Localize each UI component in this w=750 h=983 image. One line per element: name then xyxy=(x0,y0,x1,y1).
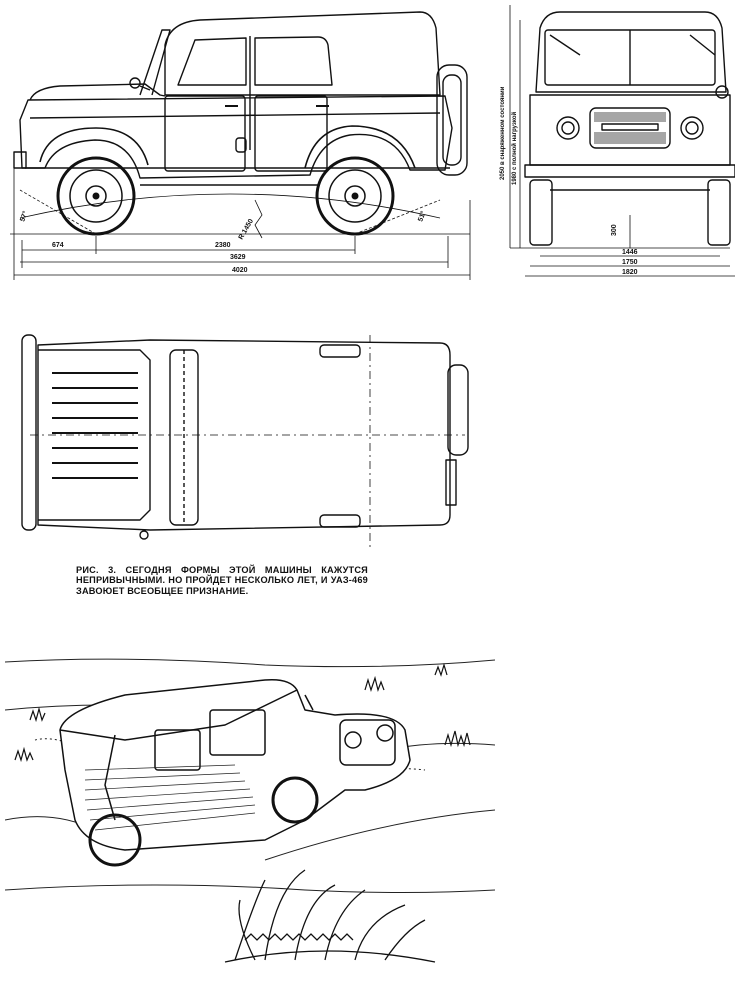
uaz-vehicle xyxy=(60,680,410,865)
dim-wheelbase: 2380 xyxy=(215,242,231,249)
rear-wheel xyxy=(317,158,393,234)
side-view-svg xyxy=(0,0,485,285)
dim-height-loaded: 1980 с полной нагрузкой xyxy=(512,111,518,185)
dim-ground-clearance: R 1450 xyxy=(237,217,256,241)
dim-width-body: 1750 xyxy=(622,259,638,266)
dim-track: 1446 xyxy=(622,249,638,256)
soft-top xyxy=(165,12,440,95)
off-road-illustration xyxy=(5,640,495,983)
rear-door-window xyxy=(255,37,332,85)
top-body xyxy=(38,340,450,530)
body-side xyxy=(20,96,452,178)
dim-width-overall: 1820 xyxy=(622,269,638,276)
figure-caption: РИС. 3. СЕГОДНЯ ФОРМЫ ЭТОЙ МАШИНЫ КАЖУТСЯ НЕПРИВЫЧНЫМИ. НО ПРОЙДЕТ НЕСКОЛЬКО ЛЕТ, И УАЗ-469 ЗАВОЮЕТ ВСЕОБЩЕЕ ПРИЗНАНИЕ. xyxy=(76,565,368,596)
dim-clearance: 300 xyxy=(611,224,618,236)
dim-overall-length: 4020 xyxy=(232,267,248,274)
front-door-window xyxy=(178,38,246,85)
top-view-drawing xyxy=(10,325,480,555)
front-view-drawing xyxy=(490,0,735,285)
dim-overall-body: 3629 xyxy=(230,254,246,261)
front-soft-top xyxy=(536,12,726,92)
front-wheel xyxy=(58,158,134,234)
dim-approach-angle: 57° xyxy=(19,210,30,223)
dim-departure-angle: 51° xyxy=(417,210,428,223)
spare-tire xyxy=(437,65,467,175)
spare-tire-top xyxy=(448,365,468,455)
illustration-svg xyxy=(5,640,495,983)
dim-height-top: 2050 в снаряженном состоянии xyxy=(500,86,506,180)
foreground-bush xyxy=(225,870,435,962)
top-view-svg xyxy=(10,325,480,555)
hood-louvers xyxy=(52,373,138,478)
front-bumper xyxy=(22,335,36,530)
hood xyxy=(30,84,165,100)
front-view-svg xyxy=(490,0,735,285)
side-view-drawing xyxy=(0,0,485,285)
dim-front-overhang: 674 xyxy=(52,242,64,249)
